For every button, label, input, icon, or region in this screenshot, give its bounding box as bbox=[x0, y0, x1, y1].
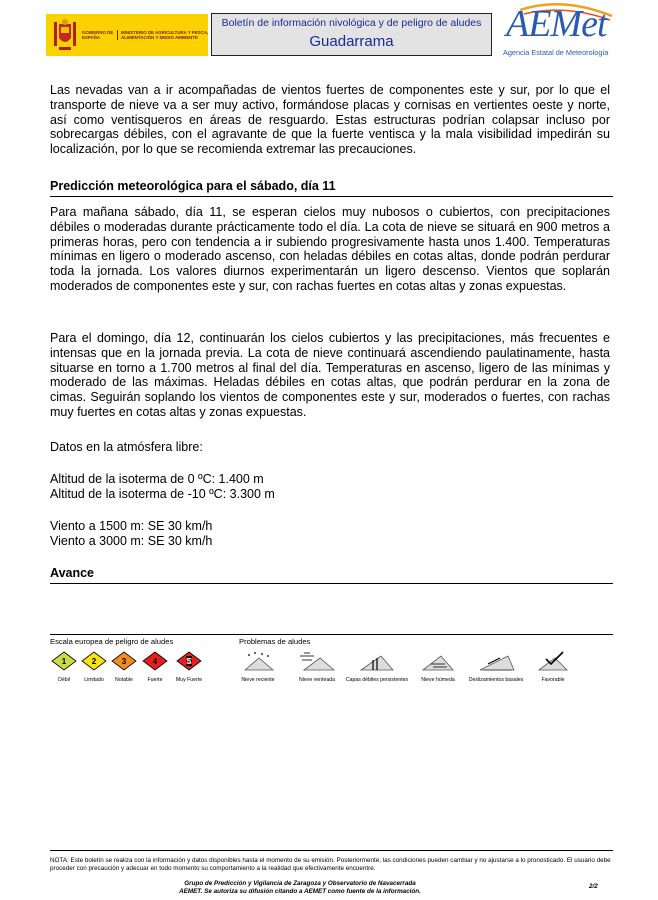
avalanche-problems-title: Problemas de aludes bbox=[239, 637, 311, 646]
footer-credit bbox=[50, 880, 550, 897]
problem-gliding-snow bbox=[466, 650, 526, 682]
footer-credit-line-1: Grupo de Predicción y Vigilancia de Zaragoza y Observatorio de Navacerrada bbox=[184, 880, 416, 887]
danger-level-1-label: Débil bbox=[58, 677, 70, 683]
problem-persistent-weak-layers bbox=[343, 650, 411, 682]
footer-note: NOTA: Este boletín se realiza con la información y datos disponibles hasta el momento de su emisión. Posteriormente, las condiciones pueden cambiar y no ajustarse a lo pronosticado. El usuario debe proceder con precaución y adecuar en todo momento su comportamiento a la realidad que efectivamente encuentre. bbox=[50, 857, 611, 873]
gliding-snow-icon bbox=[466, 650, 526, 672]
wet-snow-icon bbox=[419, 650, 457, 672]
aemet-wordmark: AEMet bbox=[506, 3, 607, 45]
problem-wet-snow-label: Nieve húmeda bbox=[421, 677, 455, 683]
problem-gliding-snow-label: Deslizamientos basales bbox=[468, 677, 524, 683]
aemet-logo bbox=[502, 2, 627, 60]
danger-level-3-label: Notable bbox=[115, 677, 133, 683]
problem-new-snow bbox=[239, 650, 277, 682]
danger-level-3-icon bbox=[110, 650, 138, 672]
danger-level-1-number: 1 bbox=[61, 657, 67, 666]
bulletin-title-box bbox=[211, 13, 492, 56]
new-snow-icon bbox=[239, 650, 277, 672]
page-number: 2/2 bbox=[589, 883, 598, 890]
wind-1500: Viento a 1500 m: SE 30 km/h bbox=[50, 519, 213, 533]
danger-scale-title: Escala europea de peligro de aludes bbox=[50, 637, 174, 646]
danger-level-4-icon bbox=[141, 650, 169, 672]
problem-new-snow-label: Nieve reciente bbox=[241, 677, 275, 683]
persistent-weak-layers-icon bbox=[343, 650, 411, 672]
danger-level-2-icon bbox=[80, 650, 108, 672]
government-logo bbox=[46, 14, 208, 56]
government-label: GOBIERNO DE ESPAÑA bbox=[82, 30, 118, 41]
isotherm-0: Altitud de la isoterma de 0 ºC: 1.400 m bbox=[50, 472, 264, 486]
danger-level-5 bbox=[173, 650, 205, 682]
free-atmosphere-label: Datos en la atmósfera libre: bbox=[50, 440, 203, 454]
danger-level-2 bbox=[80, 650, 108, 682]
danger-level-5-number: 5 bbox=[186, 657, 192, 666]
aemet-subtitle: Agencia Estatal de Meteorología bbox=[503, 48, 609, 57]
problem-persistent-weak-layers-label: Capas débiles persistentes bbox=[345, 677, 409, 683]
avance-heading-rule bbox=[50, 583, 613, 584]
problem-wet-snow bbox=[419, 650, 457, 682]
bulletin-zone: Guadarrama bbox=[309, 33, 394, 50]
isotherm-minus10: Altitud de la isoterma de -10 ºC: 3.300 m bbox=[50, 487, 275, 501]
footer-rule bbox=[50, 850, 613, 851]
danger-level-2-label: Limitado bbox=[84, 677, 104, 683]
bulletin-title: Boletín de información nivológica y de peligro de aludes bbox=[221, 17, 482, 29]
wind-3000: Viento a 3000 m: SE 30 km/h bbox=[50, 534, 213, 548]
forecast-paragraph-2: Para el domingo, día 12, continuarán los cielos cubiertos y las precipitaciones, más frecuentes e intensas que en la jornada previa. La cota de nieve continuará ascendiendo paulatinamente, hasta situarse en torno a 1.700 metros al final del día. Temperaturas en ascenso, ligero de las mínimas y moderado de las máximas. Heladas débiles en cotas altas, que podrán perdurar en la zona de cimas. Seguirán soplando los vientos de componentes este y sur, moderados o fuertes, con rachas muy fuertes en cotas altas y zonas expuestas. bbox=[50, 331, 610, 419]
problem-wind-slab-label: Nieve venteada bbox=[298, 677, 336, 683]
problem-favorable-label: Favorable bbox=[541, 677, 565, 683]
danger-level-3 bbox=[110, 650, 138, 682]
danger-level-4 bbox=[141, 650, 169, 682]
forecast-heading: Predicción meteorológica para el sábado, día 11 bbox=[50, 179, 336, 193]
footer-credit-line-2: AEMET. Se autoriza su difusión citando a AEMET como fuente de la información. bbox=[179, 888, 421, 896]
danger-level-4-label: Fuerte bbox=[147, 677, 163, 683]
danger-level-2-number: 2 bbox=[91, 657, 97, 666]
avance-heading: Avance bbox=[50, 566, 95, 580]
coat-of-arms-icon bbox=[52, 18, 78, 52]
danger-level-4-number: 4 bbox=[152, 657, 158, 666]
favorable-icon bbox=[535, 650, 571, 672]
problem-wind-slab bbox=[296, 650, 338, 682]
problem-favorable bbox=[535, 650, 571, 682]
intro-paragraph: Las nevadas van a ir acompañadas de vientos fuertes de componentes este y sur, por lo que el transporte de nieve va a ser muy activo, formándose placas y cornisas en vertientes oeste y norte, así como ventisqueros en áreas de resguardo. Estas estructuras podrían colapsar incluso por sobrecargas débiles, con el agravante de que la fuerte ventisca y la mala visibilidad impedirán su localización, por lo que se recomienda extremar las precauciones. bbox=[50, 83, 610, 157]
danger-level-5-icon bbox=[173, 650, 205, 672]
forecast-heading-rule bbox=[50, 196, 613, 197]
danger-level-3-number: 3 bbox=[121, 657, 127, 666]
danger-level-5-label: Muy Fuerte bbox=[175, 677, 203, 683]
forecast-paragraph-1: Para mañana sábado, día 11, se esperan cielos muy nubosos o cubiertos, con precipitaciones débiles o moderadas durante prácticamente todo el día. La cota de nieve se situará en 900 metros a primeras horas, pero con tendencia a ir subiendo progresivamente hasta unos 1.400. Temperaturas mínimas en ligero o moderado ascenso, con heladas débiles en cotas altas, donde podrán perdurar toda la jornada. Los valores diurnos experimentarán un ligero descenso. Vientos que soplarán moderados de componentes este y sur, con rachas fuertes en cotas altas y zonas expuestas. bbox=[50, 205, 610, 293]
wind-slab-icon bbox=[296, 650, 338, 672]
danger-level-1-icon bbox=[50, 650, 78, 672]
legend-top-rule bbox=[50, 634, 613, 635]
danger-level-1 bbox=[50, 650, 78, 682]
ministry-label: MINISTERIO DE AGRICULTURA Y PESCA, ALIMENTACIÓN Y MEDIO AMBIENTE bbox=[121, 29, 209, 40]
